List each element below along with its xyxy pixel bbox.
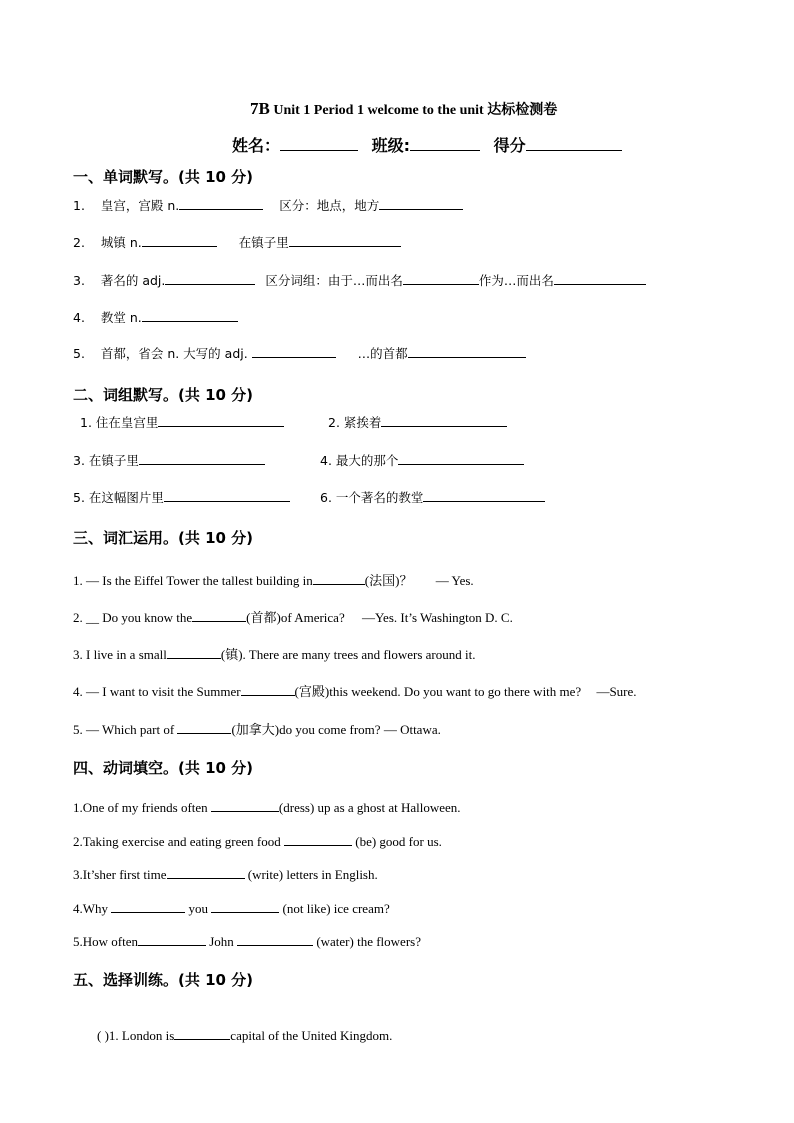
list-item: 5. 在这幅图片里	[73, 488, 290, 506]
list-item: ( )1. London is capital of the United Kingdom.	[97, 1028, 393, 1043]
list-item: 5. — Which part of (加拿大)do you come from? — Ottawa.	[73, 722, 441, 737]
answer-blank[interactable]	[192, 609, 246, 622]
list-item: 3.It’sher first time (write) letters in English.	[73, 867, 378, 882]
list-item: 2. 城镇 n. 在镇子里	[73, 233, 401, 251]
answer-blank[interactable]	[167, 866, 245, 879]
list-item: 1.One of my friends often (dress) up as a ghost at Halloween.	[73, 800, 461, 815]
answer-blank[interactable]	[139, 452, 265, 465]
answer-blank[interactable]	[252, 345, 336, 358]
list-item: 2. __ Do you know the (首都)of America? —Yes. It’s Washington D. C.	[73, 610, 513, 625]
answer-blank[interactable]	[398, 452, 524, 465]
answer-blank[interactable]	[211, 900, 279, 913]
class-field[interactable]	[410, 136, 480, 151]
answer-blank[interactable]	[142, 234, 217, 247]
answer-blank[interactable]	[111, 900, 185, 913]
answer-blank[interactable]	[289, 234, 401, 247]
answer-blank[interactable]	[408, 345, 526, 358]
class-label: 班级:	[371, 136, 410, 155]
worksheet-title: 7B Unit 1 Period 1 welcome to the unit 达标检测卷	[250, 99, 558, 118]
list-item: 3. I live in a small (镇). There are many trees and flowers around it.	[73, 647, 476, 662]
answer-blank[interactable]	[174, 1027, 230, 1040]
list-item: 6. 一个著名的教堂	[320, 488, 545, 506]
answer-blank[interactable]	[158, 414, 284, 427]
list-item: 1. 住在皇宫里	[80, 413, 284, 431]
student-info-row	[232, 133, 622, 156]
section-heading: 五、选择训练。(共 10 分)	[73, 971, 254, 989]
answer-blank[interactable]	[142, 309, 238, 322]
list-item: 1. — Is the Eiffel Tower the tallest building in (法国)？ — Yes.	[73, 573, 474, 588]
list-item: 5. 首都，省会 n. 大写的 adj. …的首都	[73, 344, 526, 362]
answer-blank[interactable]	[177, 721, 231, 734]
answer-blank[interactable]	[179, 197, 263, 210]
score-field[interactable]	[526, 136, 622, 151]
answer-blank[interactable]	[164, 489, 290, 502]
list-item: 5.How often John (water) the flowers?	[73, 934, 421, 949]
answer-blank[interactable]	[241, 683, 295, 696]
list-item: 1. 皇宫，宫殿 n. 区分：地点，地方	[73, 196, 463, 214]
answer-blank[interactable]	[284, 833, 352, 846]
answer-blank[interactable]	[237, 933, 313, 946]
answer-blank[interactable]	[165, 272, 255, 285]
section-heading: 三、词汇运用。(共 10 分)	[73, 529, 254, 547]
answer-blank[interactable]	[167, 646, 221, 659]
list-item: 4. — I want to visit the Summer (宫殿)this weekend. Do you want to go there with me? —Sure.	[73, 684, 637, 699]
name-label: 姓名：	[232, 136, 281, 155]
answer-blank[interactable]	[211, 799, 279, 812]
list-item: 4. 教堂 n.	[73, 308, 238, 326]
answer-blank[interactable]	[313, 572, 365, 585]
section-heading: 四、动词填空。(共 10 分)	[73, 759, 254, 777]
answer-paren[interactable]: ( )	[97, 1028, 109, 1043]
answer-blank[interactable]	[423, 489, 545, 502]
answer-blank[interactable]	[554, 272, 646, 285]
answer-blank[interactable]	[379, 197, 463, 210]
section-heading: 二、词组默写。(共 10 分)	[73, 386, 254, 404]
score-label: 得分	[493, 136, 526, 155]
list-item: 4. 最大的那个	[320, 451, 524, 469]
list-item: 4.Why you (not like) ice cream?	[73, 901, 390, 916]
answer-blank[interactable]	[138, 933, 206, 946]
list-item: 2. 紧挨着	[328, 413, 507, 431]
answer-blank[interactable]	[403, 272, 479, 285]
list-item: 3. 著名的 adj. 区分词组：由于…而出名 作为…而出名	[73, 271, 646, 289]
list-item: 3. 在镇子里	[73, 451, 265, 469]
name-field[interactable]	[280, 136, 358, 151]
list-item: 2.Taking exercise and eating green food (be) good for us.	[73, 834, 442, 849]
answer-blank[interactable]	[381, 414, 507, 427]
section-heading: 一、单词默写。(共 10 分)	[73, 168, 254, 186]
